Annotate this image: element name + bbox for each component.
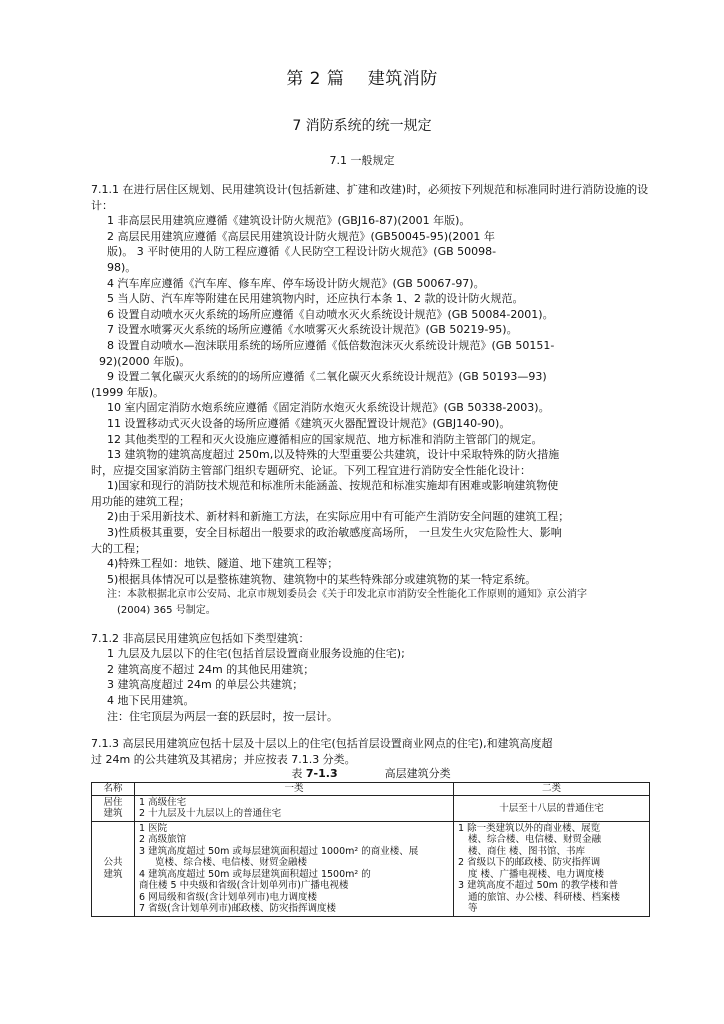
clause-line: 用功能的建筑工程； bbox=[91, 494, 190, 508]
clause-7-1-2-intro: 7.1.2 非高层民用建筑应包括如下类型建筑： bbox=[91, 631, 310, 645]
note-line: 注：本款根据北京市公安局、北京市规划委员会《关于印发北京市消防安全性能化工作原则的通知》京公消字 bbox=[107, 589, 587, 601]
header-name: 名称 bbox=[92, 783, 135, 796]
residential-class-1 bbox=[135, 795, 454, 821]
clause-line: 2 建筑高度不超过 24m 的其他民用建筑； bbox=[107, 662, 315, 676]
cell-line: 2 省级以下的邮政楼、防灾指挥调 bbox=[458, 857, 601, 869]
table-row bbox=[92, 795, 650, 821]
cell-line: 1 医院 bbox=[139, 822, 168, 834]
clause-line: 2)由于采用新技术、新材料和新施工方法，在实际应用中有可能产生消防安全问题的建筑工程； bbox=[107, 510, 570, 524]
part-title: 第 2 篇 建筑消防 bbox=[286, 69, 438, 89]
classification-table bbox=[91, 782, 650, 917]
clause-line: 3 建筑高度超过 24m 的单层公共建筑； bbox=[107, 678, 304, 692]
public-class-2 bbox=[454, 821, 650, 916]
cell-line: 2 高级旅馆 bbox=[139, 834, 187, 846]
table-row bbox=[92, 821, 650, 916]
clause-line: 1 非高层民用建筑应遵循《建筑设计防火规范》(GBJ16-87)(2001 年版)。 bbox=[107, 214, 471, 228]
clause-line: 5 当人防、汽车库等附建在民用建筑物内时，还应执行本条 1、2 款的设计防火规范。 bbox=[107, 292, 524, 306]
chapter-title: 7 消防系统的统一规定 bbox=[292, 118, 432, 134]
cell-line: 1 除一类建筑以外的商业楼、展览 bbox=[458, 822, 601, 834]
clause-line: 3)性质极其重要，安全目标超出一般要求的政治敏感度高场所， 一旦发生火灾危险性大、影响 bbox=[107, 526, 562, 540]
note-line: 注：住宅顶层为两层一套的跃层时，按一层计。 bbox=[107, 709, 338, 723]
clause-line: (1999 年版)。 bbox=[91, 385, 165, 399]
header-class-1: 一类 bbox=[135, 783, 454, 796]
table-header-row bbox=[92, 783, 650, 796]
document-body bbox=[91, 182, 651, 917]
row-name-public: 公共 建筑 bbox=[92, 821, 135, 916]
clause-line: 大的工程； bbox=[91, 541, 146, 555]
clause-line: 6 设置自动喷水灭火系统的场所应遵循《自动喷水灭火系统设计规范》(GB 50084-2001)。 bbox=[107, 307, 554, 321]
clause-line: 5)根据具体情况可以是整栋建筑物、建筑物中的某些特殊部分或建筑物的某一特定系统。 bbox=[107, 572, 537, 586]
clause-line: 92)(2000 年版)。 bbox=[99, 354, 191, 368]
clause-7-1-3-line: 过 24m 的公共建筑及其裙房；并应按表 7.1.3 分类。 bbox=[91, 752, 356, 766]
cell-line: 商住楼 5 中央级和省级(含计划单列市)广播电视楼 bbox=[139, 880, 349, 892]
clause-line: 98)。 bbox=[107, 260, 137, 274]
clause-line: 4 汽车库应遵循《汽车库、修车库、停车场设计防火规范》(GB 50067-97)。 bbox=[107, 276, 485, 290]
cell-line: 楼、综合楼、电信楼、财贸金融 bbox=[468, 834, 602, 846]
cell-line: 7 省级(含计划单列市)邮政楼、防灾指挥调度楼 bbox=[139, 903, 336, 915]
residential-class-2: 十层至十八层的普通住宅 bbox=[454, 795, 650, 821]
note-line: (2004) 365 号制定。 bbox=[117, 605, 216, 617]
cell-line: 1 高级住宅 bbox=[139, 796, 187, 808]
clause-line: 1)国家和现行的消防技术规范和标准所未能涵盖、按规范和标准实施却有困难或影响建筑物使 bbox=[107, 479, 559, 493]
clause-line: 1 九层及九层以下的住宅(包括首层设置商业服务设施的住宅); bbox=[107, 647, 405, 661]
clause-line: 时，应提交国家消防主管部门组织专题研究、论证。下列工程宜进行消防安全性能化设计： bbox=[91, 463, 531, 477]
table-caption-prefix: 表 bbox=[291, 767, 306, 781]
clause-line: 4 地下民用建筑。 bbox=[107, 694, 195, 707]
cell-line: 等 bbox=[468, 903, 478, 915]
clause-line: 12 其他类型的工程和灭火设施应遵循相应的国家规范、地方标准和消防主管部门的规定。 bbox=[107, 432, 543, 446]
clause-line: 11 设置移动式灭火设备的场所应遵循《建筑灭火器配置设计规范》(GBJ140-90)。 bbox=[107, 416, 511, 430]
row-name-residential: 居住 建筑 bbox=[92, 795, 135, 821]
clause-7-1-1-intro: 7.1.1 在进行居住区规划、民用建筑设计(包括新建、扩建和改建)时，必须按下列规范和标准同时进行消防设施的设计： bbox=[91, 183, 649, 212]
clause-line: 4)特殊工程如：地铁、隧道、地下建筑工程等； bbox=[107, 557, 339, 571]
clause-line: 版)。 3 平时使用的人防工程应遵循《人民防空工程设计防火规范》(GB 50098- bbox=[107, 245, 497, 259]
cell-line: 通的旅馆、办公楼、科研楼、档案楼 bbox=[468, 891, 621, 903]
cell-line: 3 建筑高度不超过 50m 的教学楼和普 bbox=[458, 880, 618, 892]
table-caption-title: 高层建筑分类 bbox=[384, 767, 451, 781]
cell-line: 度 楼、广播电视楼、电力调度楼 bbox=[468, 868, 605, 880]
header-class-2: 二类 bbox=[454, 783, 650, 796]
clause-line: 13 建筑物的建筑高度超过 250m,以及特殊的大型重要公共建筑，设计中采取特殊的防火措施 bbox=[107, 448, 560, 462]
public-class-1 bbox=[135, 821, 454, 916]
clause-line: 8 设置自动喷水—泡沫联用系统的场所应遵循《低倍数泡沫灭火系统设计规范》(GB 50151- bbox=[107, 338, 555, 352]
cell-line: 览楼、综合楼、电信楼、财贸金融楼 bbox=[155, 857, 308, 869]
clause-line: 10 室内固定消防水炮系统应遵循《固定消防水炮灭火系统设计规范》(GB 50338-2003)。 bbox=[107, 401, 550, 415]
clause-line: 7 设置水喷雾灭火系统的场所应遵循《水喷雾灭火系统设计规范》(GB 50219-95)。 bbox=[107, 323, 518, 337]
clause-line: 2 高层民用建筑应遵循《高层民用建筑设计防火规范》(GB50045-95)(2001 年 bbox=[107, 229, 495, 243]
table-caption bbox=[91, 767, 651, 781]
cell-line: 3 建筑高度超过 50m 或每层建筑面积超过 1000m² 的商业楼、展 bbox=[139, 845, 419, 857]
cell-line: 楼、商住 楼、图书馆、书库 bbox=[468, 845, 586, 857]
clause-7-1-3-line: 7.1.3 高层民用建筑应包括十层及十层以上的住宅(包括首层设置商业网点的住宅),和建筑高度超 bbox=[91, 737, 553, 751]
section-title: 7.1 一般规定 bbox=[329, 154, 395, 167]
cell-line: 6 网局级和省级(含计划单列市)电力调度楼 bbox=[139, 891, 317, 903]
cell-line: 4 建筑高度超过 50m 或每层建筑面积超过 1500m² 的 bbox=[139, 868, 371, 880]
clause-line: 9 设置二氧化碳灭火系统的的场所应遵循《二氧化碳灭火系统设计规范》(GB 50193—93) bbox=[107, 370, 547, 384]
cell-line: 2 十九层及十九层以上的普通住宅 bbox=[139, 808, 282, 820]
table-caption-number: 7-1.3 bbox=[305, 767, 338, 781]
